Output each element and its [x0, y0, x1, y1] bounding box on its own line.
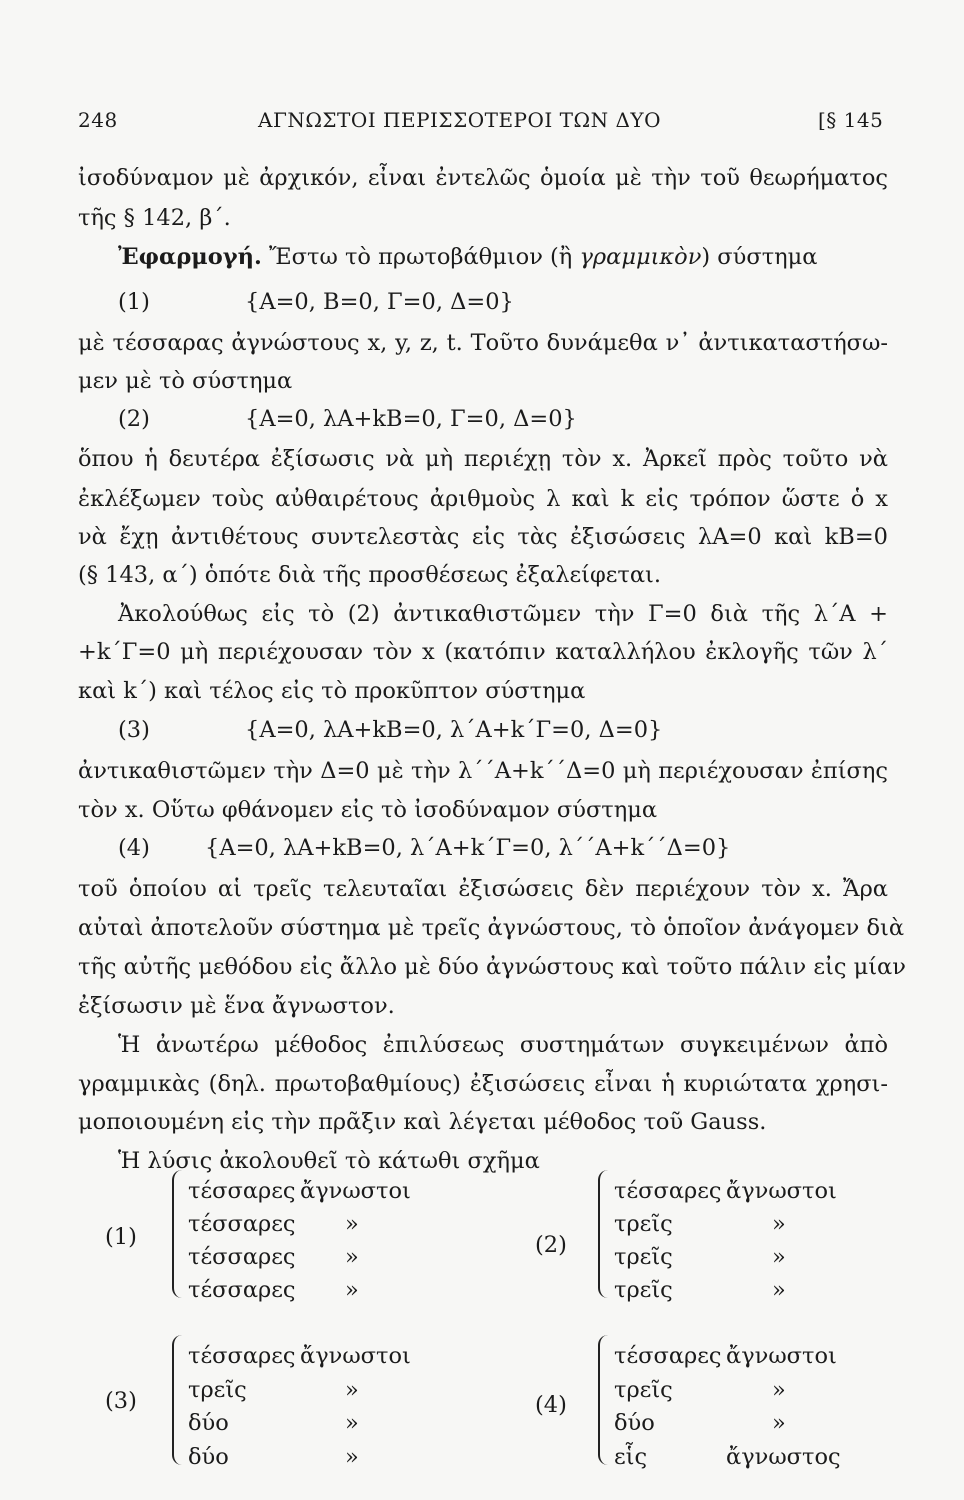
scheme-cell: τρεῖς — [614, 1277, 673, 1303]
text-line: ὅπου ἡ δευτέρα ἐξίσωσις νὰ μὴ περιέχῃ τὸν x. Ἀρκεῖ πρὸς τοῦτο νὰ — [78, 446, 888, 472]
section-marker: [§ 145 — [818, 108, 884, 132]
scheme-cell: » — [345, 1444, 359, 1470]
scheme-cell: τρεῖς — [188, 1377, 247, 1403]
scheme-cell: τέσσαρες — [614, 1178, 722, 1204]
scheme-cell: δύο — [188, 1410, 229, 1436]
text-line: μεν μὲ τὸ σύστημα — [78, 368, 293, 394]
left-brace — [172, 1170, 182, 1298]
scheme-cell: εἷς — [614, 1444, 648, 1470]
running-title: ΑΓΝΩΣΤΟΙ ΠΕΡΙΣΣΟΤΕΡΟΙ ΤΩΝ ΔΥΟ — [258, 108, 661, 132]
equation-number: (1) — [118, 289, 150, 315]
text-line: τοῦ ὁποίου αἱ τρεῖς τελευταῖαι ἐξισώσεις δὲν περιέχουν τὸν x. Ἄρα — [78, 876, 888, 902]
scheme-cell: » — [345, 1410, 359, 1436]
equation-system: {Α=0, λΑ+kΒ=0, Γ=0, Δ=0} — [245, 406, 577, 432]
text-line: +k΄Γ=0 μὴ περιέχουσαν τὸν x (κατόπιν καταλλήλου ἐκλογῆς τῶν λ΄ — [78, 639, 888, 665]
text-line: ἐκλέξωμεν τοὺς αὐθαιρέτους ἀριθμοὺς λ καὶ k εἰς τρόπον ὥστε ὁ x — [78, 486, 888, 512]
scheme-cell: ἄγνωστοι — [300, 1343, 411, 1369]
equation-system: {Α=0, Β=0, Γ=0, Δ=0} — [245, 289, 514, 315]
scheme-label: (4) — [535, 1392, 567, 1418]
scheme-cell: τέσσαρες — [188, 1178, 296, 1204]
scheme-cell: ἄγνωστοι — [726, 1178, 837, 1204]
text-line: ἰσοδύναμον μὲ ἀρχικόν, εἶναι ἐντελῶς ὁμοία μὲ τὴν τοῦ θεωρήματος — [78, 165, 888, 191]
scheme-cell: » — [772, 1211, 786, 1237]
scheme-cell: τέσσαρες — [188, 1244, 296, 1270]
text-line: ἀντικαθιστῶμεν τὴν Δ=0 μὲ τὴν λ΄΄Α+k΄΄Δ=0 μὴ περιέχουσαν ἐπίσης — [78, 758, 888, 784]
scheme-cell: τέσσαρες — [188, 1343, 296, 1369]
text-line: μὲ τέσσαρας ἀγνώστους x, y, z, t. Τοῦτο δυνάμεθα ν᾽ ἀντικαταστήσω- — [78, 330, 888, 356]
text-line: Ἡ ἀνωτέρω μέθοδος ἐπιλύσεως συστημάτων συγκειμένων ἀπὸ — [118, 1032, 888, 1058]
text-line: Ἀκολούθως εἰς τὸ (2) ἀντικαθιστῶμεν τὴν Γ=0 διὰ τῆς λ΄Α + — [118, 601, 888, 627]
equation-system: {Α=0, λΑ+kΒ=0, λ΄Α+k΄Γ=0, Δ=0} — [245, 717, 663, 743]
scheme-cell: τρεῖς — [614, 1211, 673, 1237]
scheme-cell: δύο — [614, 1410, 655, 1436]
scheme-cell: τρεῖς — [614, 1244, 673, 1270]
scheme-cell: ἄγνωστοι — [726, 1343, 837, 1369]
scheme-cell: » — [345, 1211, 359, 1237]
scheme-label: (2) — [535, 1232, 567, 1258]
text-line: καὶ k΄) καὶ τέλος εἰς τὸ προκῦπτον σύστημα — [78, 678, 586, 704]
text-line: Ἡ λύσις ἀκολουθεῖ τὸ κάτωθι σχῆμα — [118, 1148, 540, 1174]
text-span: ) σύστημα — [701, 244, 818, 270]
text-line: μοποιουμένη εἰς τὴν πρᾶξιν καὶ λέγεται μέθοδος τοῦ Gauss. — [78, 1109, 767, 1135]
scheme-cell: » — [345, 1244, 359, 1270]
scheme-cell: » — [345, 1277, 359, 1303]
scheme-cell: τέσσαρες — [188, 1211, 296, 1237]
italic-term: γραμμικὸν — [579, 244, 702, 270]
scheme-cell: ἄγνωστοι — [300, 1178, 411, 1204]
left-brace — [172, 1335, 182, 1465]
scheme-label: (1) — [105, 1224, 137, 1250]
application-heading: Ἐφαρμογή. — [118, 244, 262, 270]
scheme-label: (3) — [105, 1388, 137, 1414]
scheme-cell: τέσσαρες — [614, 1343, 722, 1369]
scheme-cell: τέσσαρες — [188, 1277, 296, 1303]
application-heading-line — [118, 242, 888, 272]
text-line: τῆς αὐτῆς μεθόδου εἰς ἄλλο μὲ δύο ἀγνώστους καὶ τοῦτο πάλιν εἰς μίαν — [78, 954, 906, 980]
text-line: τῆς § 142, β΄. — [78, 205, 231, 231]
text-line: τὸν x. Οὕτω φθάνομεν εἰς τὸ ἰσοδύναμον σύστημα — [78, 797, 658, 823]
left-brace — [598, 1335, 608, 1465]
scheme-cell: τρεῖς — [614, 1377, 673, 1403]
equation-system: {Α=0, λΑ+kΒ=0, λ΄Α+k΄Γ=0, λ΄΄Α+k΄΄Δ=0} — [205, 835, 731, 861]
text-span: Ἔστω τὸ πρωτοβάθμιον (ἢ — [268, 244, 573, 270]
text-line: ἐξίσωσιν μὲ ἕνα ἄγνωστον. — [78, 993, 395, 1019]
scheme-cell: » — [345, 1377, 359, 1403]
equation-number: (4) — [118, 835, 150, 861]
scheme-cell: » — [772, 1277, 786, 1303]
scheme-cell: » — [772, 1410, 786, 1436]
left-brace — [598, 1170, 608, 1298]
equation-number: (3) — [118, 717, 150, 743]
text-line: (§ 143, α΄) ὁπότε διὰ τῆς προσθέσεως ἐξαλείφεται. — [78, 562, 662, 588]
text-line: αὐταὶ ἀποτελοῦν σύστημα μὲ τρεῖς ἀγνώστους, τὸ ὁποῖον ἀνάγομεν διὰ — [78, 915, 905, 941]
scheme-cell: » — [772, 1244, 786, 1270]
text-line: νὰ ἔχῃ ἀντιθέτους συντελεστὰς εἰς τὰς ἐξισώσεις λΑ=0 καὶ kΒ=0 — [78, 524, 888, 550]
scheme-cell: » — [772, 1377, 786, 1403]
scheme-cell: ἄγνωστος — [726, 1444, 841, 1470]
scheme-cell: δύο — [188, 1444, 229, 1470]
page-number: 248 — [78, 108, 118, 132]
equation-number: (2) — [118, 406, 150, 432]
text-line: γραμμικὰς (δηλ. πρωτοβαθμίους) ἐξισώσεις εἶναι ἡ κυριώτατα χρησι- — [78, 1071, 888, 1097]
